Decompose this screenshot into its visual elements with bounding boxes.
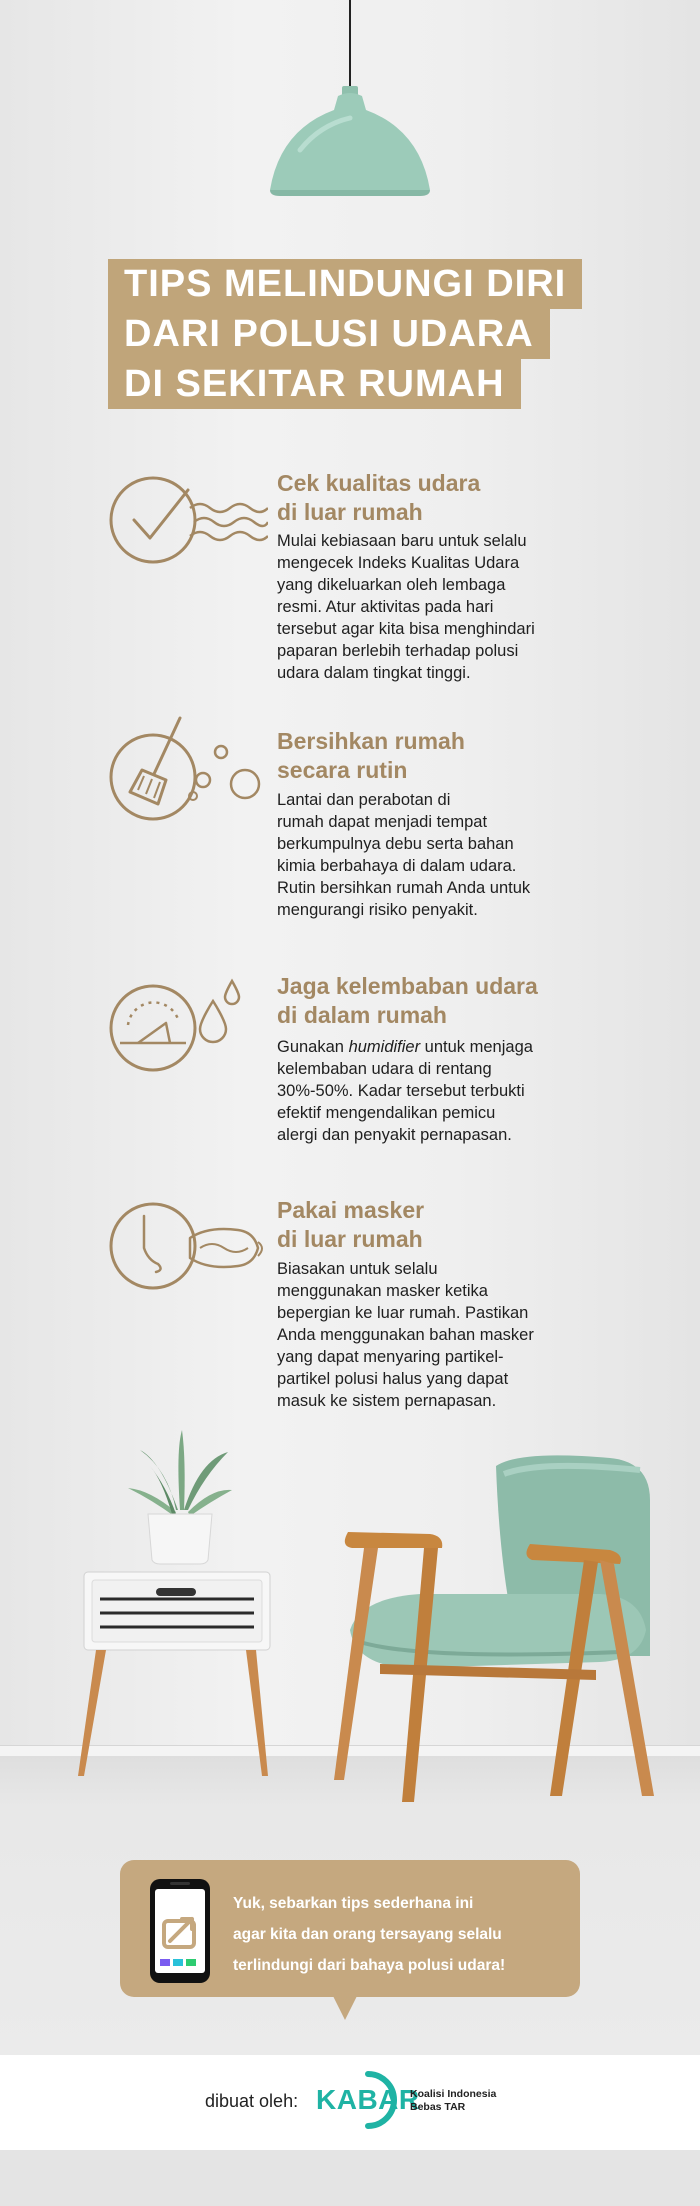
- tip-body-line: Anda menggunakan bahan masker: [277, 1326, 534, 1344]
- plant: [128, 1430, 232, 1516]
- tagline-line: Koalisi Indonesia: [410, 2088, 497, 2100]
- tip-body-line: 30%-50%. Kadar tersebut terbukti: [277, 1082, 525, 1100]
- tip-body-line: Biasakan untuk selalu: [277, 1260, 438, 1278]
- furniture-illustration: [0, 1430, 700, 1810]
- tip-title-line: secara rutin: [277, 757, 408, 783]
- kabar-logo-word: KABAR: [316, 2084, 420, 2115]
- broom-icon: [108, 712, 268, 832]
- tip-title-mask: [277, 1196, 607, 1254]
- tip-body-humidity: [277, 1036, 607, 1146]
- humidity-gauge-icon: [108, 973, 268, 1083]
- page-title-line-1: TIPS MELINDUNGI DIRI: [108, 259, 582, 309]
- tip-body-broom: [277, 789, 607, 921]
- tip-body-line: mengurangi risiko penyakit.: [277, 901, 478, 919]
- tip-body-line: berkumpulnya debu serta bahan: [277, 835, 514, 853]
- tip-body-line: paparan berlebih terhadap polusi: [277, 642, 519, 660]
- tip-body-line: mengecek Indeks Kualitas Udara: [277, 554, 520, 572]
- armchair: [334, 1455, 654, 1802]
- tip-body-line: kelembaban udara di rentang: [277, 1060, 492, 1078]
- tip-body-line: Mulai kebiasaan baru untuk selalu: [277, 532, 527, 550]
- tip-body-line: Rutin bersihkan rumah Anda untuk: [277, 879, 531, 897]
- tip-title-line: di dalam rumah: [277, 1002, 447, 1028]
- tip-title-line: Bersihkan rumah: [277, 728, 465, 754]
- tip-title-line: di luar rumah: [277, 499, 423, 525]
- tip-title-line: Cek kualitas udara: [277, 470, 481, 496]
- share-phone-icon: [148, 1877, 212, 1985]
- tip-body-line: alergi dan penyakit pernapasan.: [277, 1126, 512, 1144]
- check-air-icon: [108, 470, 268, 570]
- tip-body-line: resmi. Atur aktivitas pada hari: [277, 598, 494, 616]
- share-callout-pointer: [333, 1996, 357, 2020]
- tip-body-check-air: [277, 530, 607, 684]
- tip-title-line: Jaga kelembaban udara: [277, 973, 538, 999]
- share-message-line: agar kita dan orang tersayang selalu: [233, 1926, 502, 1943]
- tip-body-line: rumah dapat menjadi tempat: [277, 813, 488, 831]
- tip-body-line: udara dalam tingkat tinggi.: [277, 664, 471, 682]
- tip-body-mask: [277, 1258, 607, 1412]
- tip-body-line: partikel polusi halus yang dapat: [277, 1370, 509, 1388]
- tip-title-broom: [277, 727, 607, 785]
- page-title-line-2: DARI POLUSI UDARA: [108, 309, 550, 359]
- tip-title-check-air: [277, 469, 607, 527]
- humidifier-emphasis: humidifier: [348, 1038, 421, 1056]
- tip-body-line: menggunakan masker ketika: [277, 1282, 488, 1300]
- tip-body-line: yang dapat menyaring partikel-: [277, 1348, 504, 1366]
- tip-body-line: kimia berbahaya di dalam udara.: [277, 857, 517, 875]
- tip-body-line: efektif mengendalikan pemicu: [277, 1104, 496, 1122]
- tip-title-line: di luar rumah: [277, 1226, 423, 1252]
- side-table: [78, 1572, 270, 1776]
- tip-body-line: tersebut agar kita bisa menghindari: [277, 620, 535, 638]
- tip-body-line: Lantai dan perabotan di: [277, 791, 451, 809]
- credit-label: dibuat oleh:: [205, 2091, 299, 2111]
- tip-body-line: Gunakan humidifier untuk menjaga: [277, 1038, 533, 1056]
- tip-title-line: Pakai masker: [277, 1197, 425, 1223]
- kabar-logo-arc-icon: [360, 2068, 410, 2132]
- share-message-line: Yuk, sebarkan tips sederhana ini: [233, 1895, 474, 1912]
- share-message-line: terlindungi dari bahaya polusi udara!: [233, 1957, 506, 1974]
- tip-body-line: masuk ke sistem pernapasan.: [277, 1392, 497, 1410]
- kabar-logo-tagline: [410, 2088, 496, 2114]
- tip-title-humidity: [277, 972, 607, 1030]
- tip-body-line: bepergian ke luar rumah. Pastikan: [277, 1304, 529, 1322]
- page-title-line-3: DI SEKITAR RUMAH: [108, 359, 521, 409]
- share-message: [233, 1888, 573, 1981]
- tagline-line: Bebas TAR: [410, 2101, 466, 2113]
- tip-body-line: yang dikeluarkan oleh lembaga: [277, 576, 506, 594]
- pendant-lamp-illustration: [260, 0, 440, 200]
- footer-bottom-strip: [0, 2150, 700, 2206]
- mask-icon: [108, 1198, 268, 1298]
